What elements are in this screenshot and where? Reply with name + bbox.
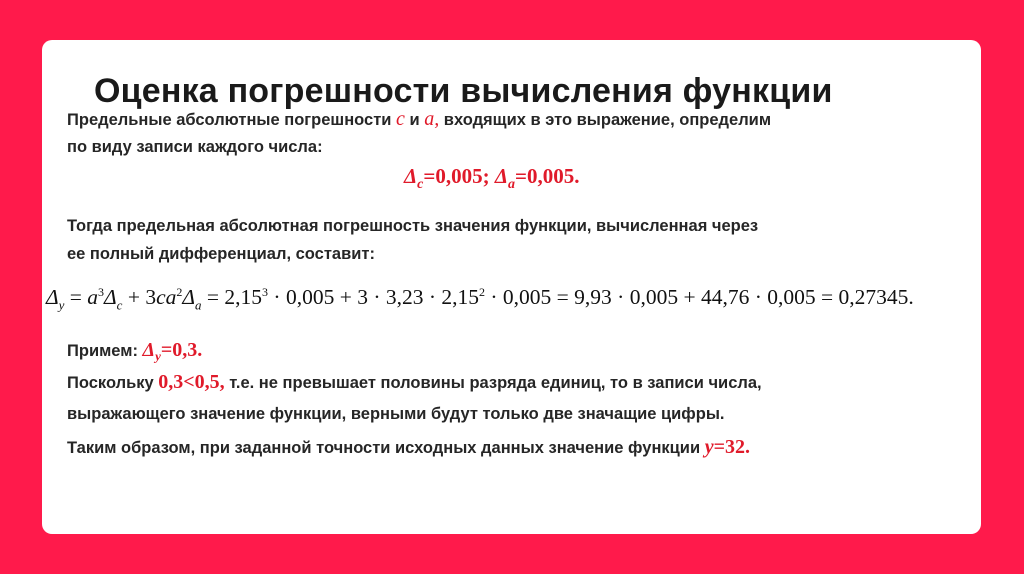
conclusion-line3-before: Таким образом, при заданной точности исходных данных значение функции [67, 439, 705, 457]
formula-t2-var2: a [165, 285, 177, 310]
slide-title: Оценка погрешности вычисления функции [94, 72, 833, 110]
formula-lhs-sub: y [58, 297, 65, 313]
formula-t2-delta: Δ [182, 285, 196, 310]
formula-rest3: · 0,005 = 9,93 · 0,005 + 44,76 · 0,005 = 0,27345. [485, 285, 914, 310]
formula-lhs-symbol: Δ [46, 285, 59, 310]
paragraph-differential-line2: ее полный дифференциал, составит: [67, 245, 375, 263]
paragraph-errors-intro-line2: по виду записи каждого числа: [67, 138, 323, 156]
conclusion-value: =32. [713, 436, 750, 458]
accept-label: Примем: [67, 342, 143, 360]
conclusion-var-y: y [704, 436, 714, 458]
delta-a-value: =0,005. [515, 164, 580, 188]
paragraph-accept [67, 337, 202, 369]
var-a: a, [424, 108, 440, 130]
formula-t1-delta: Δ [104, 285, 117, 310]
formula-rest1: = 2,15 [201, 285, 263, 310]
formula-t2-delta-sub: a [195, 297, 202, 313]
delta-c-symbol: Δ [404, 164, 418, 188]
formula-t1-delta-sub: c [116, 297, 123, 313]
para1-text-after: входящих в это выражение, определим [439, 111, 772, 129]
formula-t1-var: a [87, 285, 99, 310]
paragraph-conclusion-line2: выражающего значение функции, верными будут только две значащие цифры. [67, 405, 725, 423]
paragraph-conclusion-line3 [67, 434, 750, 462]
accept-delta-symbol: Δ [142, 339, 156, 361]
para1-conj: и [404, 111, 425, 129]
paragraph-conclusion-line1 [67, 369, 762, 397]
paragraph-differential-line1: Тогда предельная абсолютная погрешность значения функции, вычисленная через [67, 217, 759, 235]
formula-t2-sup: 2 [176, 285, 183, 299]
delta-c-value: =0,005; [423, 164, 495, 188]
formula-rest2: · 0,005 + 3 · 3,23 · 2,15 [268, 285, 480, 310]
formula-plus1: + 3 [122, 285, 157, 310]
formula-rest1-sup: 3 [262, 285, 269, 299]
delta-a-sub: a [508, 177, 516, 193]
paragraph-errors-intro [67, 106, 771, 134]
formula-t1-sup: 3 [98, 285, 105, 299]
formula-rest2-sup: 2 [479, 285, 486, 299]
conclusion-line1-after: т.е. не превышает половины разряда единиц, то в записи числа, [224, 374, 762, 392]
para1-text-before: Предельные абсолютные погрешности [67, 111, 397, 129]
accept-delta-sub: y [155, 348, 161, 364]
formula-t2-var1: c [156, 285, 166, 310]
conclusion-line1-red: 0,3<0,5, [158, 371, 225, 393]
delta-a-symbol: Δ [494, 164, 509, 188]
error-formula [46, 285, 914, 313]
delta-values [404, 164, 580, 193]
delta-c-sub: c [417, 177, 424, 193]
conclusion-line1-before: Поскольку [67, 374, 159, 392]
accept-delta-value: =0,3. [160, 339, 203, 361]
var-c: c [396, 108, 405, 130]
formula-eq: = [64, 285, 88, 310]
